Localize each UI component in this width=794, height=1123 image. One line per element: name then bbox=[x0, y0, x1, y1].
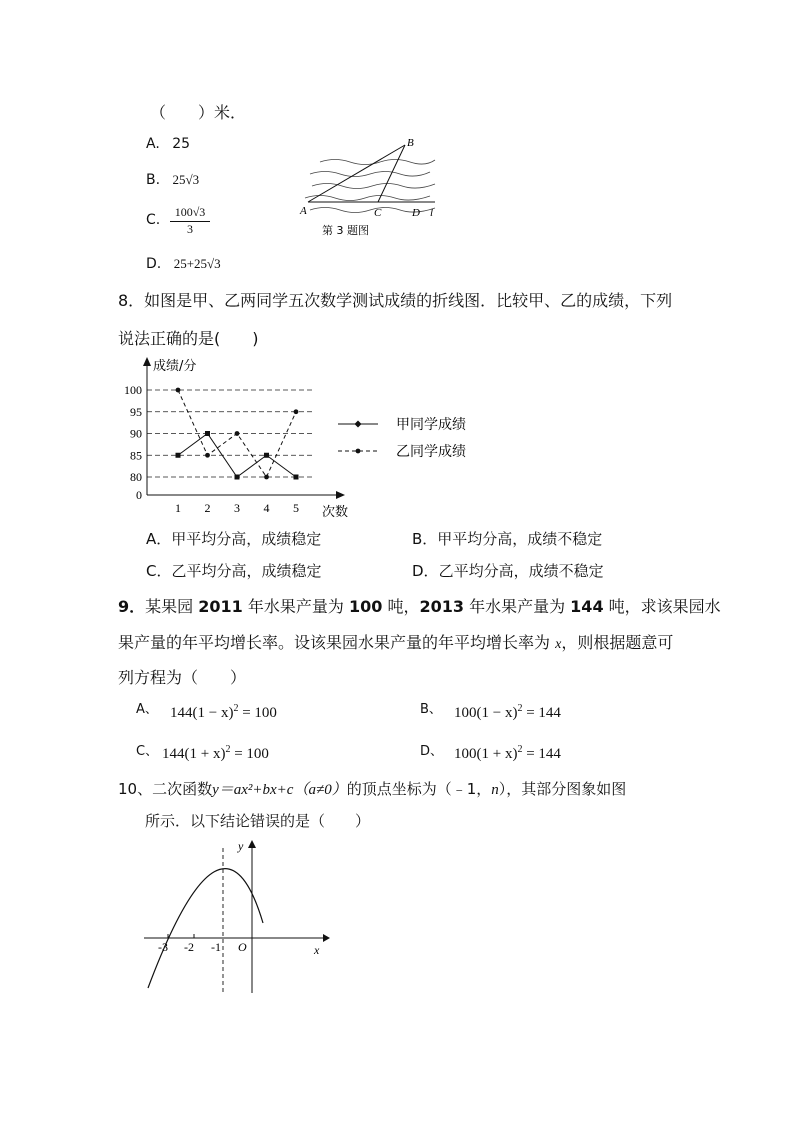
q8-line2: 说法正确的是( ) bbox=[118, 329, 259, 348]
question-number: 9． bbox=[118, 597, 146, 616]
equation-rhs: = 144 bbox=[522, 746, 561, 762]
equation-base: 144(1 + x) bbox=[162, 746, 226, 762]
q9-line1 bbox=[118, 594, 721, 617]
option-text: 甲平均分高，成绩稳定 bbox=[171, 530, 322, 548]
q9-option-c-label: C、 bbox=[136, 744, 159, 759]
x-axis-title: 次数 bbox=[322, 505, 349, 520]
x-tick-label: 3 bbox=[234, 501, 240, 515]
q7-option-d bbox=[146, 256, 221, 272]
point-d-label: D bbox=[412, 207, 420, 219]
x-axis-arrow-icon bbox=[323, 934, 330, 942]
x-tick-label: 1 bbox=[175, 501, 181, 515]
x-tick-label: -2 bbox=[184, 940, 194, 954]
q8-option-a bbox=[146, 528, 321, 549]
chart-series bbox=[176, 388, 299, 480]
x-tick-label: -3 bbox=[158, 940, 168, 954]
q7-option-c bbox=[146, 212, 160, 228]
parabola-curve bbox=[148, 869, 263, 988]
option-label: C. bbox=[146, 212, 161, 228]
legend-label: 甲同学成绩 bbox=[396, 417, 466, 433]
y-tick-label: 90 bbox=[130, 426, 142, 441]
option-text: 甲平均分高，成绩不稳定 bbox=[437, 530, 603, 548]
series-point bbox=[264, 453, 269, 458]
segment-ab bbox=[308, 145, 405, 202]
q8-option-d bbox=[412, 560, 604, 581]
x-tick-label: 5 bbox=[293, 501, 299, 515]
option-text: 乙平均分高，成绩不稳定 bbox=[438, 562, 604, 580]
x-tick-label: 2 bbox=[204, 501, 211, 515]
option-label: D. bbox=[146, 256, 162, 272]
legend-label: 乙同学成绩 bbox=[396, 444, 466, 460]
option-label: B． bbox=[412, 530, 438, 548]
q9-option-d-label: D、 bbox=[420, 744, 444, 759]
line-l-label: l bbox=[430, 207, 434, 219]
chart-grid bbox=[147, 390, 315, 477]
point-b-label: B bbox=[407, 137, 414, 149]
option-label: C． bbox=[146, 562, 172, 580]
q7-option-a bbox=[146, 136, 190, 152]
y-tick-label: 0 bbox=[136, 488, 142, 502]
x-axis-label: x bbox=[314, 943, 320, 957]
option-text: 25 bbox=[172, 136, 191, 152]
series-point bbox=[235, 475, 240, 480]
legend-marker bbox=[355, 421, 362, 428]
q7-tail: （ ）米． bbox=[150, 103, 247, 122]
series-point bbox=[205, 453, 210, 458]
y-tick-label: 80 bbox=[130, 470, 142, 484]
q9-line3: 列方程为（ ） bbox=[118, 668, 247, 687]
q10-parabola-figure bbox=[138, 838, 338, 998]
equation-exponent: 2 bbox=[517, 744, 523, 755]
series-point bbox=[294, 475, 299, 480]
text-part: 果产量的年平均增长率。设该果园水果产量的年平均增长率为 bbox=[118, 633, 556, 652]
option-label: D． bbox=[412, 562, 439, 580]
chart-axes bbox=[124, 357, 348, 520]
q9-option-b-equation bbox=[454, 703, 561, 722]
equation-rhs: = 144 bbox=[522, 705, 561, 721]
origin-label: O bbox=[238, 940, 247, 954]
q8-line1: 8．如图是甲、乙两同学五次数学测试成绩的折线图．比较甲、乙的成绩，下列 bbox=[118, 291, 673, 310]
y-axis-arrow-icon bbox=[143, 357, 151, 366]
q7-triangle-figure bbox=[290, 130, 450, 240]
q9-option-a-label: A、 bbox=[136, 702, 158, 717]
option-label: A． bbox=[146, 530, 172, 548]
y-axis-title: 成绩/分 bbox=[153, 359, 197, 374]
legend-marker bbox=[356, 449, 361, 454]
x-axis-arrow-icon bbox=[336, 491, 345, 499]
q8-line-chart bbox=[110, 352, 490, 527]
equation-exponent: 2 bbox=[233, 703, 239, 714]
option-label: A. bbox=[146, 136, 160, 152]
year-value: 2011 bbox=[198, 597, 243, 616]
y-tick-label: 100 bbox=[124, 383, 142, 397]
y-axis-arrow-icon bbox=[248, 840, 256, 848]
variable-x: x bbox=[555, 637, 562, 652]
q7-option-c-fraction bbox=[170, 205, 210, 237]
chart-legend bbox=[338, 416, 466, 460]
option-label: B. bbox=[146, 172, 161, 188]
option-text: 25+25√3 bbox=[173, 256, 221, 271]
series-point bbox=[176, 453, 181, 458]
text-part: 吨， bbox=[382, 597, 420, 616]
figure-caption: 第 3 题图 bbox=[322, 224, 369, 237]
text-part: 年水果产量为 bbox=[242, 597, 349, 616]
fraction-numerator: 100√3 bbox=[170, 205, 210, 222]
equation-base: 100(1 + x) bbox=[454, 746, 518, 762]
equation-rhs: = 100 bbox=[230, 746, 269, 762]
text-part: 的顶点坐标为（﹣1， bbox=[346, 780, 492, 798]
option-text: 25√3 bbox=[172, 172, 200, 187]
q8-option-b bbox=[412, 528, 602, 549]
fraction-denominator: 3 bbox=[187, 222, 193, 236]
series-point bbox=[205, 431, 210, 436]
quadratic-formula: y＝ax²+bx+c（a≠0） bbox=[212, 782, 347, 798]
q10-line2: 所示．以下结论错误的是（ ） bbox=[145, 812, 371, 830]
series-point bbox=[264, 475, 269, 480]
wave-lines bbox=[305, 160, 435, 213]
text-part: 某果园 bbox=[145, 597, 199, 616]
equation-exponent: 2 bbox=[517, 703, 523, 714]
point-c-label: C bbox=[374, 207, 382, 219]
series-point bbox=[235, 431, 240, 436]
q9-line2 bbox=[118, 630, 673, 653]
text-part: ，则根据题意可 bbox=[561, 633, 674, 652]
x-tick-label: 4 bbox=[263, 501, 270, 515]
y-axis-label: y bbox=[238, 839, 244, 853]
year-value: 2013 bbox=[419, 597, 464, 616]
equation-base: 144(1 − x) bbox=[170, 705, 234, 721]
option-text: 乙平均分高，成绩稳定 bbox=[171, 562, 322, 580]
y-tick-label: 95 bbox=[130, 404, 142, 419]
amount-value: 144 bbox=[570, 597, 604, 616]
text-part: 10、二次函数 bbox=[118, 780, 213, 798]
q9-option-c-equation bbox=[162, 744, 269, 763]
q9-option-b-label: B、 bbox=[420, 702, 442, 717]
point-a-label: A bbox=[300, 205, 307, 217]
series-point bbox=[294, 409, 299, 414]
text-part: ），其部分图象如图 bbox=[498, 780, 627, 798]
q9-option-a-equation bbox=[170, 703, 277, 722]
x-tick-label: -1 bbox=[211, 940, 221, 954]
q8-option-c bbox=[146, 560, 322, 581]
text-part: 吨，求该果园水 bbox=[603, 597, 721, 616]
equation-exponent: 2 bbox=[225, 744, 231, 755]
q9-option-d-equation bbox=[454, 744, 561, 763]
text-part: 年水果产量为 bbox=[463, 597, 571, 616]
q10-line1 bbox=[118, 778, 626, 799]
y-tick-label: 85 bbox=[130, 448, 142, 463]
series-point bbox=[176, 388, 181, 393]
amount-value: 100 bbox=[348, 597, 383, 616]
equation-base: 100(1 − x) bbox=[454, 705, 518, 721]
q7-option-b bbox=[146, 172, 199, 188]
variable-n: n bbox=[491, 782, 499, 798]
segment-cb bbox=[378, 145, 405, 202]
equation-rhs: = 100 bbox=[238, 705, 277, 721]
